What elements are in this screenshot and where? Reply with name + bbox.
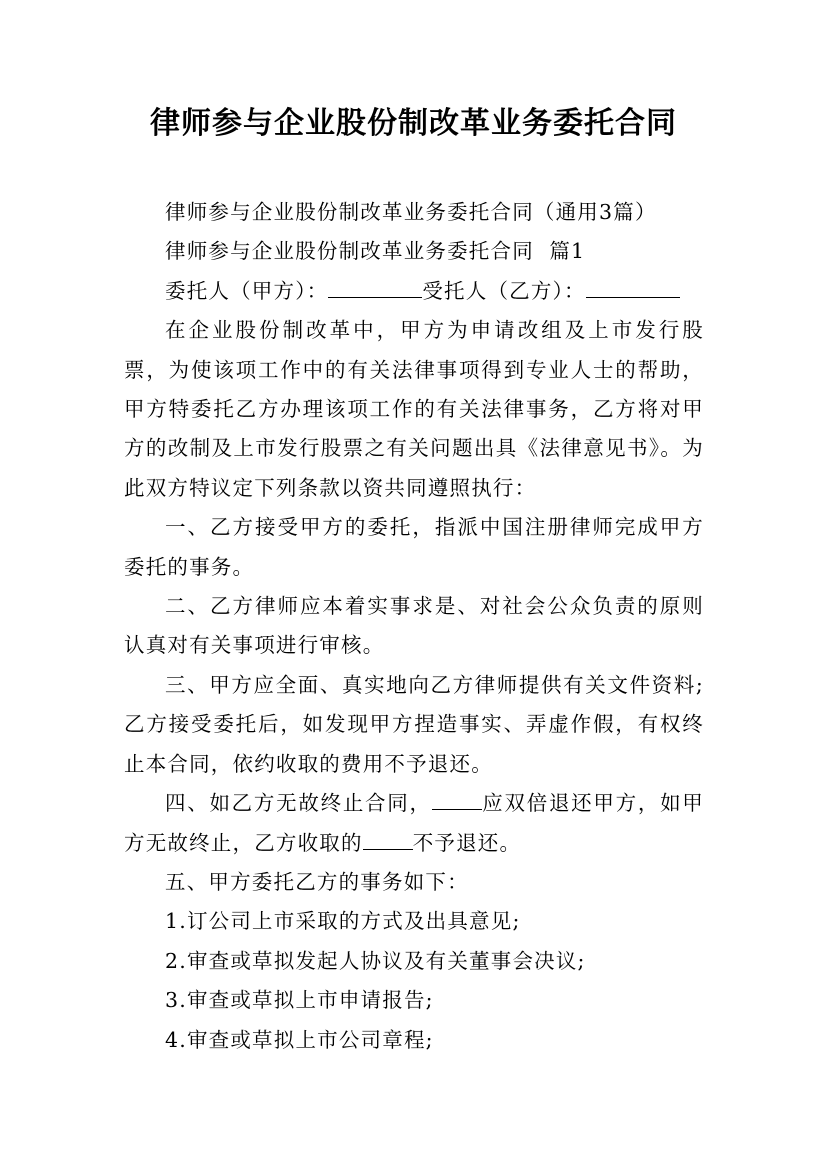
- document-body: [124, 193, 704, 1060]
- client-label: 委托人（甲方）：: [165, 278, 329, 303]
- clause-1: 一、乙方接受甲方的委托，指派中国注册律师完成甲方委托的事务。: [124, 515, 704, 579]
- clause-3: 三、甲方应全面、真实地向乙方律师提供有关文件资料;乙方接受委托后，如发现甲方捏造事实、弄虚作假，有权终止本合同，依约收取的费用不予退还。: [124, 672, 704, 776]
- list-item-2: 2.审查或草拟发起人协议及有关董事会决议;: [165, 948, 586, 973]
- parties-line: [124, 272, 704, 311]
- document-subtitle: 律师参与企业股份制改革业务委托合同（通用3篇）: [165, 200, 657, 224]
- agent-blank: [586, 277, 680, 298]
- list-item-3: 3.审查或草拟上市申请报告;: [165, 988, 434, 1013]
- clause-4-part2: 应双倍退还甲方，如甲方无故终止，乙方收取的: [124, 791, 705, 855]
- clause-4-part3: 不予退还。: [412, 830, 522, 855]
- list-item-1: 1.订公司上市采取的方式及出具意见;: [165, 909, 521, 934]
- section-heading: 律师参与企业股份制改革业务委托合同 篇1: [165, 239, 586, 264]
- clause-4-blank-1: [432, 789, 482, 810]
- clause-4-part1: 四、如乙方无故终止合同，: [165, 791, 432, 816]
- agent-label: 受托人（乙方）：: [422, 278, 586, 303]
- intro-paragraph: 在企业股份制改革中，甲方为申请改组及上市发行股票，为使该项工作中的有关法律事项得到专业人士的帮助，甲方特委托乙方办理该项工作的有关法律事务，乙方将对甲方的改制及上市发行股票之有关问题出具《法律意见书》。为此双方特议定下列条款以资共同遵照执行：: [124, 318, 704, 500]
- list-item-4: 4.审查或草拟上市公司章程;: [165, 1027, 434, 1052]
- clause-2: 二、乙方律师应本着实事求是、对社会公众负责的原则认真对有关事项进行审核。: [124, 594, 704, 658]
- clause-5: 五、甲方委托乙方的事务如下：: [165, 869, 469, 894]
- clause-4-blank-2: [363, 829, 413, 850]
- document-title: 律师参与企业股份制改革业务委托合同: [150, 106, 677, 141]
- clause-4: [124, 784, 704, 863]
- client-blank: [328, 277, 422, 298]
